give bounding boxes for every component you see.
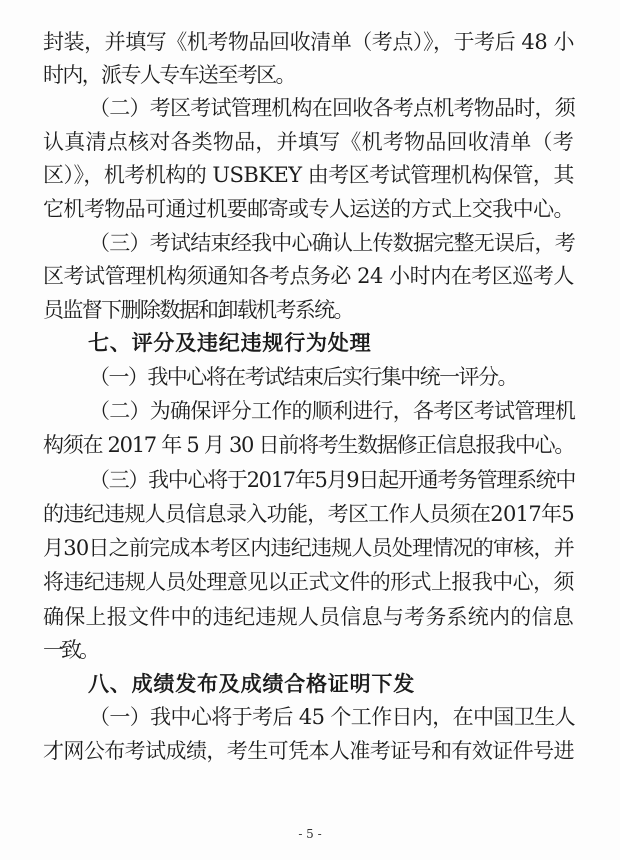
paragraph-line: 封装，并填写《机考物品回收清单（考点）》，于考后 48 小 (43, 30, 575, 54)
paragraph-line: 区考试管理机构须通知各考点务必 24 小时内在考区巡考人 (43, 264, 574, 288)
paragraph-line: 才网公布考试成绩，考生可凭本人准考证号和有效证件号进 (43, 739, 574, 763)
paragraph-line: 将违纪违规人员处理意见以正式文件的形式上报我中心，须 (43, 570, 574, 594)
paragraph-line: 的违纪违规人员信息录入功能，考区工作人员须在2017年5 (43, 502, 575, 526)
paragraph-line: （二）考区考试管理机构在回收各考点机考物品时，须 (89, 96, 575, 120)
section-heading-8: 八、成绩发布及成绩合格证明下发 (88, 672, 415, 696)
page-number: - 5 - (298, 827, 322, 841)
paragraph-line: （一）我中心将在考试结束后实行集中统一评分。 (89, 365, 517, 389)
paragraph-line: 它机考物品可通过机要邮寄或专人运送的方式上交我中心。 (43, 197, 574, 221)
paragraph-line: （一）我中心将于考后 45 个工作日内，在中国卫生人 (89, 705, 575, 729)
section-heading-7: 七、评分及违纪违规行为处理 (88, 331, 372, 355)
paragraph-line: 员监督下删除数据和卸载机考系统。 (43, 298, 353, 322)
paragraph-line: 月30日之前完成本考区内违纪违规人员处理情况的审核，并 (43, 536, 574, 560)
paragraph-line: 一致。 (43, 638, 97, 662)
paragraph-line: （三）我中心将于2017年5月9日起开通考务管理系统中 (89, 468, 576, 492)
paragraph-line: 认真清点核对各类物品，并填写《机考物品回收清单（考 (43, 130, 574, 154)
paragraph-line: 时内，派专人专车送至考区。 (43, 63, 295, 87)
paragraph-line: （二）为确保评分工作的顺利进行，各考区考试管理机 (89, 399, 575, 423)
paragraph-line: 区）》，机考机构的 USBKEY 由考区考试管理机构保管，其 (43, 163, 574, 187)
paragraph-line: 构须在 2017 年 5 月 30 日前将考生数据修正信息报我中心。 (43, 433, 575, 457)
paragraph-line: 确保上报文件中的违纪违规人员信息与考务系统内的信息 (43, 605, 574, 629)
paragraph-line: （三）考试结束经我中心确认上传数据完整无误后，考 (89, 231, 575, 255)
